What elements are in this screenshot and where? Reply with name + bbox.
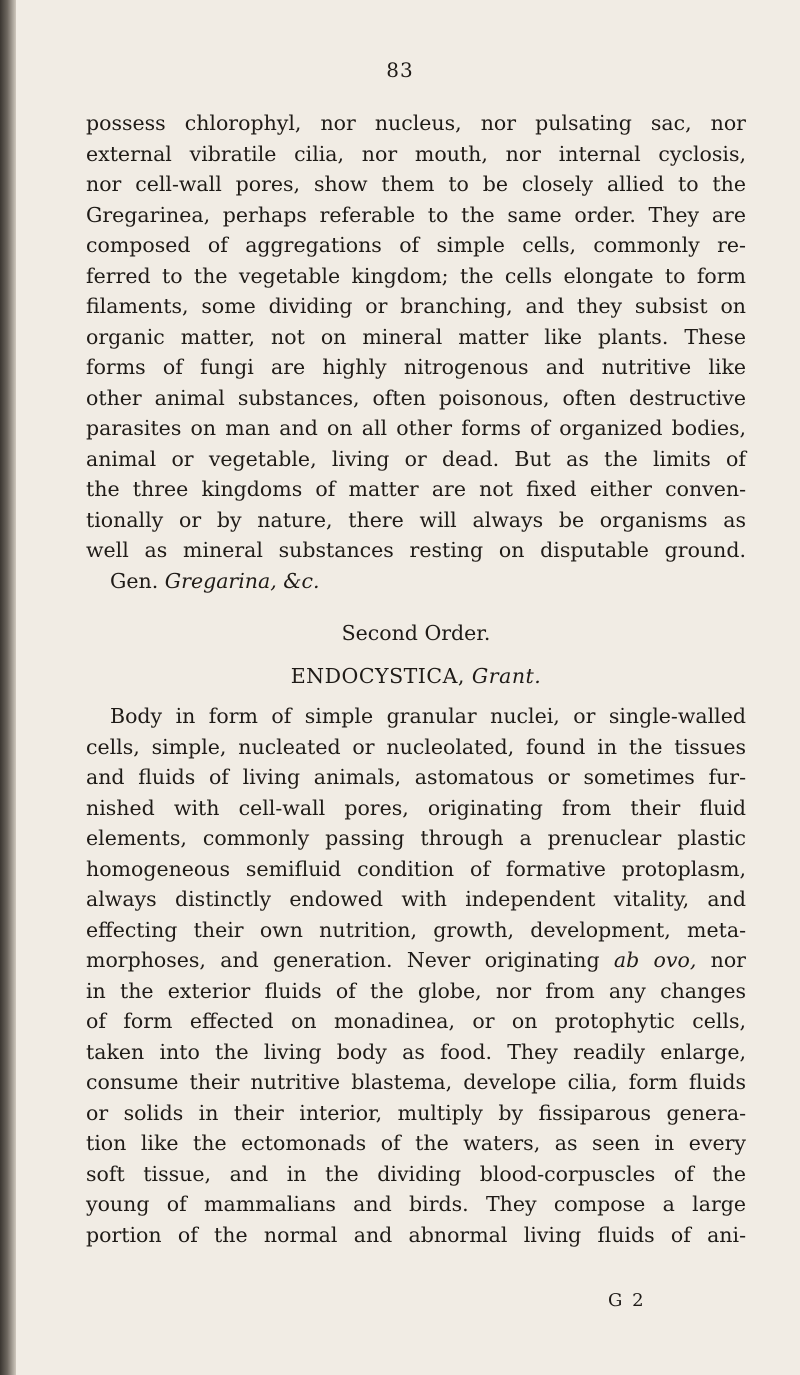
taxon-authority: Grant. [471, 663, 542, 688]
spacer [86, 691, 746, 701]
text-line-mixed [86, 945, 746, 976]
text-line: taken into the living body as food. They readily enlarge, [86, 1039, 746, 1064]
book-spine-shadow [0, 0, 16, 1375]
paragraph-2 [86, 701, 746, 1250]
text-line: Body in form of simple granular nuclei, or single-walled [110, 704, 746, 728]
page-number: 83 [386, 58, 414, 82]
text-line: parasites on man and on all other forms of organized bodies, [86, 416, 746, 440]
text-line: effecting their own nutrition, growth, development, meta- [86, 917, 746, 942]
genus-name: Gregarina, &c. [164, 568, 320, 593]
text-line: forms of fungi are highly nitrogenous and nutritive like [86, 355, 746, 379]
text-line: or solids in their interior, multiply by fissiparous genera- [86, 1100, 746, 1125]
text-line: consume their nutritive blastema, develope cilia, form fluids [86, 1070, 746, 1094]
text-line: young of mammalians and birds. They compose a large [86, 1192, 746, 1216]
text-line: in the exterior fluids of the globe, nor from any changes [86, 978, 746, 1003]
text-line: homogeneous semifluid condition of formative protoplasm, [86, 856, 746, 881]
text-line: possess chlorophyl, nor nucleus, nor pulsating sac, nor [86, 111, 746, 135]
text-fragment: Never originating [406, 948, 600, 972]
text-line: Gregarinea, perhaps referable to the same order. They are [86, 202, 746, 227]
text-line: soft tissue, and in the dividing blood-corpuscles of the [86, 1161, 746, 1186]
text-line: always distinctly endowed with independent vitality, and [86, 887, 746, 911]
text-line: organic matter, not on mineral matter like plants. These [86, 324, 746, 349]
text-line: the three kingdoms of matter are not fixed either conven- [86, 477, 746, 501]
text-line: tion like the ectomonads of the waters, as seen in every [86, 1131, 746, 1155]
text-line: nished with cell-wall pores, originating from their fluid [86, 795, 746, 820]
text-line: and fluids of living animals, astomatous or sometimes fur- [86, 765, 746, 789]
text-line: filaments, some dividing or branching, and they subsist on [86, 294, 746, 318]
signature-mark: G 2 [608, 1290, 646, 1311]
order-heading: Second Order. [341, 621, 491, 645]
genus-prefix: Gen. [110, 568, 159, 593]
page-body [86, 108, 746, 1250]
genus-line [86, 566, 746, 597]
text-line: of form effected on monadinea, or on protophytic cells, [86, 1009, 746, 1033]
text-line: animal or vegetable, living or dead. But as the limits of [86, 446, 746, 471]
text-line: other animal substances, often poisonous, often destructive [86, 385, 746, 410]
text-fragment: morphoses, and generation. [86, 948, 393, 972]
paragraph-1 [86, 108, 746, 596]
text-line: portion of the normal and abnormal living fluids of ani- [86, 1222, 746, 1247]
taxon-heading [86, 661, 746, 692]
text-line: well as mineral substances resting on disputable ground. [86, 538, 746, 562]
taxon-title: ENDOCYSTICA, [290, 663, 465, 688]
text-line: external vibratile cilia, nor mouth, nor internal cyclosis, [86, 141, 746, 166]
text-line: tionally or by nature, there will always be organisms as [86, 507, 746, 532]
text-line: ferred to the vegetable kingdom; the cells elongate to form [86, 263, 746, 288]
text-line: elements, commonly passing through a prenuclear plastic [86, 826, 746, 850]
text-line: cells, simple, nucleated or nucleolated, found in the tissues [86, 734, 746, 759]
text-line: nor cell-wall pores, show them to be closely allied to the [86, 172, 746, 196]
text-fragment: nor [710, 948, 746, 972]
latin-phrase: ab ovo, [613, 948, 697, 972]
text-line: composed of aggregations of simple cells, commonly re- [86, 233, 746, 257]
